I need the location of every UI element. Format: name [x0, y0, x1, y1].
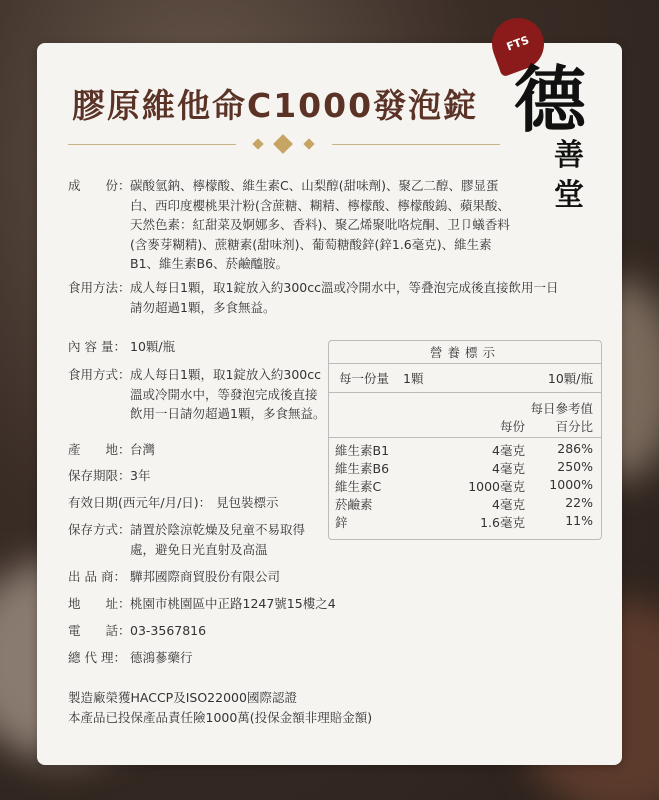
divider-diamond: [252, 138, 263, 149]
company-label: 出 品 商：: [68, 569, 126, 584]
row-pct: 22%: [565, 495, 593, 510]
ingredients-text: 碳酸氫鈉、檸檬酸、維生素C、山梨醇(甜味劑)、聚乙二醇、膠显蛋白、西印度櫻桃果汁粉(含蔗糖、糊精、檸檬酸、檸檬酸鎢、蘋果酸、天然色素：紅甜菜及婀娜多、香料)、聚乙烯聚吡咯烷酮、卫卩蟻香料(含麥芽糊精)、蔗糖素(甜味剂)、葡萄糖酸鋅(鋅1.6毫克)、維生素B1、維生素B6、菸鹼醯胺。: [130, 178, 510, 271]
expiry-value: 見包裝標示: [216, 495, 279, 510]
nutrition-heading: 營養標示: [329, 341, 601, 364]
row-name: 鋅: [335, 515, 348, 530]
storage-text: 請置於陰涼乾燥及兒童不易取得處，避免日光直射及高温: [130, 522, 306, 557]
col-per-serving: 每份: [499, 419, 525, 434]
expiry-label: 有效日期(西元年/月/日)：: [68, 495, 212, 510]
origin-value: 台灣: [130, 442, 156, 457]
phone-value: 03-3567816: [130, 623, 207, 638]
product-title: 膠原維他命C1000發泡錠: [72, 86, 479, 125]
row-pct: 11%: [565, 513, 593, 528]
usage-text: 成人每日1顆，取1錠放入約300cc溫或冷開水中，等叠泡完成後直接飲用一日請勿超過1顆，多食無益。: [130, 280, 559, 315]
row-name: 維生素B6: [335, 461, 390, 476]
divider-diamond: [273, 134, 293, 154]
usage2-text: 成人每日1顆，取1錠放入約300cc溫或冷開水中，等發泡完成後直接飲用一日請勿超過1顆，多食無益。: [130, 367, 326, 421]
divider-diamond: [303, 138, 314, 149]
content-label: 內 容 量：: [68, 339, 126, 354]
nutrition-rule: [329, 437, 601, 438]
address-label: 地 址：: [68, 596, 131, 611]
serving-value: 1顆: [403, 371, 424, 386]
col-daily-1: 每日參考值: [530, 401, 593, 416]
row-amount: 1.6毫克: [480, 515, 525, 530]
insurance-note: 本產品已投保產品責任險1000萬(投保金額非理賠金額): [68, 710, 373, 725]
phone-label: 電 話：: [68, 623, 131, 638]
address-value: 桃園市桃園區中正路1247號15樓之4: [130, 596, 336, 611]
nutrition-table: [328, 340, 602, 540]
storage-label: 保存方式：: [68, 522, 131, 537]
row-pct: 1000%: [549, 477, 593, 492]
shelf-label: 保存期限：: [68, 468, 131, 483]
divider-line: [68, 144, 236, 145]
row-name: 菸鹼素: [335, 497, 373, 512]
agent-label: 總 代 理：: [68, 650, 126, 665]
company-value: 驊邦國際商貿股份有限公司: [130, 569, 281, 584]
certification-note: 製造廠榮獲HACCP及ISO22000國際認證: [68, 690, 297, 705]
row-pct: 250%: [557, 459, 593, 474]
brand-char-2: 善: [554, 138, 584, 173]
col-daily-2: 百分比: [555, 419, 593, 434]
serving-label: 每一份量: [339, 371, 390, 386]
row-amount: 4毫克: [492, 497, 525, 512]
row-amount: 4毫克: [492, 443, 525, 458]
brand-char-main: 德: [514, 57, 587, 142]
row-name: 維生素B1: [335, 443, 390, 458]
row-name: 維生素C: [335, 479, 382, 494]
fts-badge: FTS: [485, 11, 552, 78]
per-pack: 10顆/瓶: [547, 371, 593, 386]
row-pct: 286%: [557, 441, 593, 456]
agent-value: 德鴻蔘藥行: [130, 650, 193, 665]
divider-line: [332, 144, 500, 145]
origin-label: 產 地：: [68, 442, 131, 457]
brand-char-3: 堂: [554, 178, 584, 213]
usage-label: 食用方法：: [68, 280, 131, 295]
ingredients-label: 成 份：: [68, 178, 131, 193]
row-amount: 4毫克: [492, 461, 525, 476]
nutrition-rule: [329, 392, 601, 393]
shelf-value: 3年: [130, 468, 151, 483]
title-divider: [68, 137, 500, 151]
row-amount: 1000毫克: [468, 479, 525, 494]
usage2-label: 食用方式：: [68, 367, 131, 382]
content-value: 10顆/瓶: [130, 339, 176, 354]
